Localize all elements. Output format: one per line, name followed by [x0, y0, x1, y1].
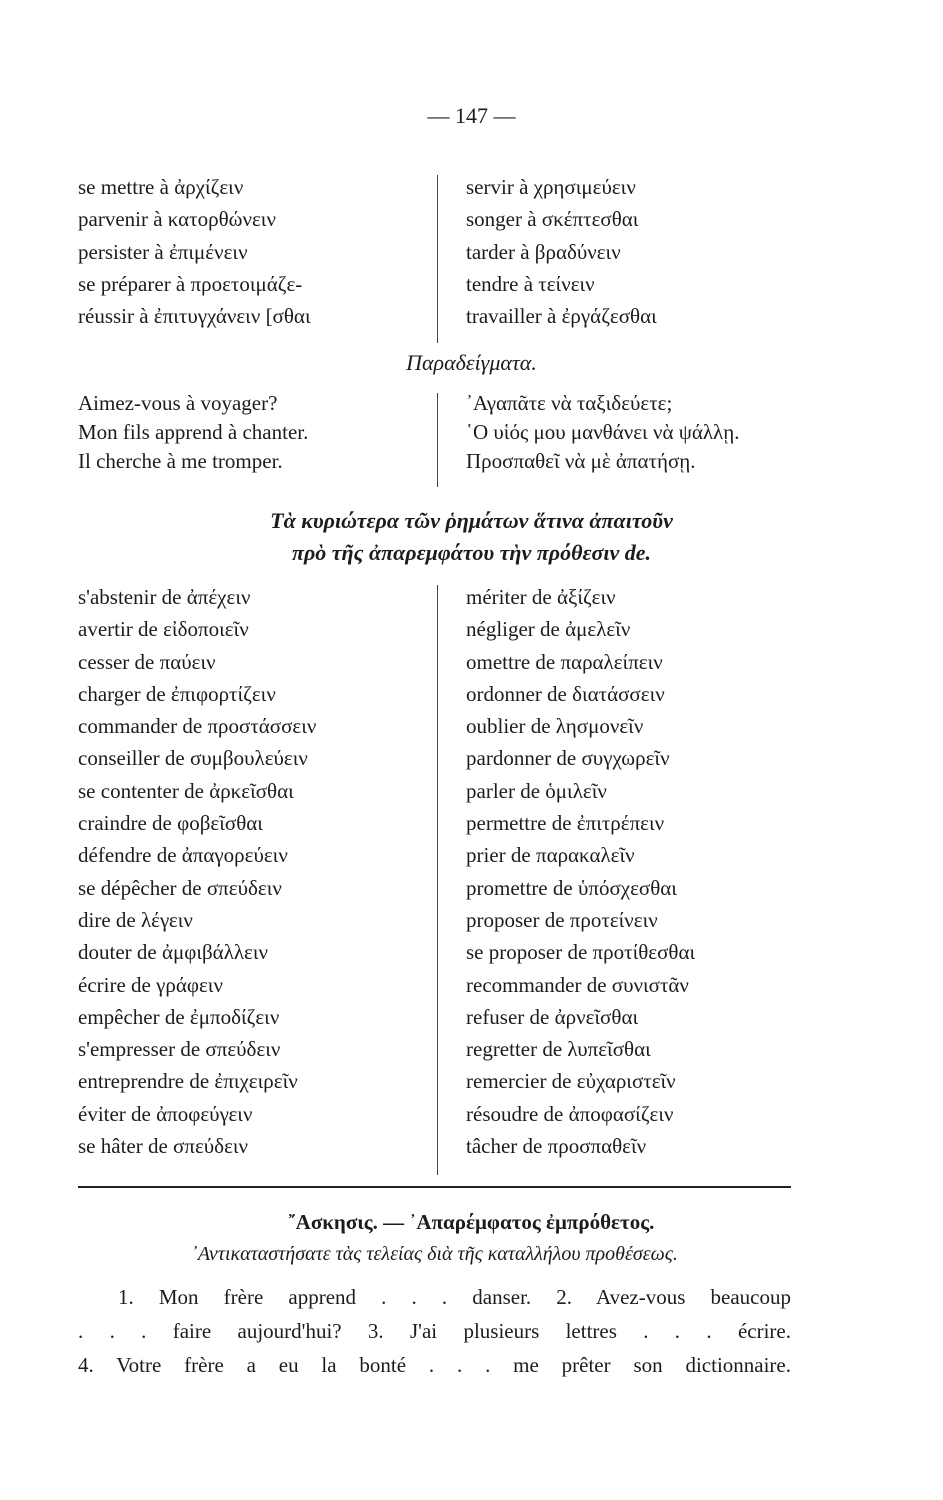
list-item: écrire de γράφειν: [78, 972, 223, 997]
list-item: pardonner de συγχωρεῖν: [466, 746, 670, 771]
list-item: s'empresser de σπεύδειν: [78, 1037, 281, 1062]
column-divider: [437, 393, 438, 487]
list-item: se contenter de ἀρκεῖσθαι: [78, 778, 294, 803]
column-divider: [437, 175, 438, 343]
list-item: craindre de φοβεῖσθαι: [78, 811, 263, 836]
section-rule: [78, 1186, 791, 1188]
list-item: prier de παρακαλεῖν: [466, 843, 635, 868]
list-item: résoudre de ἀποφασίζειν: [466, 1101, 674, 1126]
example-french: Aimez-vous à voyager?: [78, 391, 278, 415]
list-item: se préparer à προετοιμάζε-: [78, 271, 303, 296]
list-item: permettre de ἐπιτρέπειν: [466, 811, 665, 836]
example-greek: ῾Ο υἱός μου μανθάνει νὰ ψάλλῃ.: [466, 420, 740, 444]
list-item: douter de ἀμφιβάλλειν: [78, 940, 269, 965]
list-item: se proposer de προτίθεσθαι: [466, 940, 696, 965]
exercise-text: [78, 1280, 791, 1382]
top-verb-list-left: [78, 171, 311, 332]
section-heading-line1: Τὰ κυριώτερα τῶν ῥημάτων ἅτινα ἀπαιτοῦν: [270, 508, 673, 533]
exercise-line: . . . faire aujourd'hui? 3. J'ai plusieurs lettres . . . écrire.: [78, 1319, 791, 1343]
list-item: dire de λέγειν: [78, 907, 193, 932]
list-item: parvenir à κατορθώνειν: [78, 207, 276, 232]
list-item: cesser de παύειν: [78, 649, 216, 674]
list-item: éviter de ἀποφεύγειν: [78, 1101, 253, 1126]
column-divider: [437, 585, 438, 1175]
exercise-line: 4. Votre frère a eu la bonté . . . me prêter son dictionnaire.: [78, 1353, 791, 1377]
list-item: charger de ἐπιφορτίζειν: [78, 681, 276, 706]
list-item: persister à ἐπιμένειν: [78, 239, 248, 264]
list-item: empêcher de ἐμποδίζειν: [78, 1004, 280, 1029]
list-item: regretter de λυπεῖσθαι: [466, 1037, 651, 1062]
list-item: s'abstenir de ἀπέχειν: [78, 585, 251, 609]
section-heading-line2: πρὸ τῆς ἀπαρεμφάτου τὴν πρόθεσιν de.: [291, 540, 652, 565]
list-item: travailler à ἐργάζεσθαι: [466, 304, 657, 329]
top-verb-list-right: [466, 171, 657, 332]
list-item: réussir à ἐπιτυγχάνειν [σθαι: [78, 304, 311, 329]
examples-left: [78, 389, 308, 476]
list-item: recommander de συνιστᾶν: [466, 972, 689, 997]
list-item: omettre de παραλείπειν: [466, 649, 663, 674]
exercise-instruction: ᾿Αντικαταστήσατε τὰς τελείας διὰ τῆς καταλλήλου προθέσεως.: [191, 1243, 678, 1265]
list-item: commander de προστάσσειν: [78, 714, 317, 739]
list-item: parler de ὁμιλεῖν: [466, 778, 607, 803]
list-item: conseiller de συμβουλεύειν: [78, 746, 308, 771]
verbs-de-left: [78, 581, 316, 1162]
list-item: promettre de ὑπόσχεσθαι: [466, 875, 677, 900]
example-french: Mon fils apprend à chanter.: [78, 420, 309, 444]
list-item: servir à χρησιμεύειν: [466, 175, 636, 199]
verbs-de-right: [466, 581, 695, 1162]
exercise-line: 1. Mon frère apprend . . . danser. 2. Avez-vous beaucoup: [118, 1285, 791, 1309]
list-item: tendre à τείνειν: [466, 271, 595, 296]
list-item: proposer de προτείνειν: [466, 907, 658, 932]
list-item: oublier de λησμονεῖν: [466, 714, 644, 739]
example-greek: ᾿Αγαπᾶτε νὰ ταξιδεύετε;: [466, 391, 673, 415]
list-item: refuser de ἀρνεῖσθαι: [466, 1004, 639, 1029]
examples-heading: Παραδείγματα.: [406, 350, 537, 375]
list-item: ordonner de διατάσσειν: [466, 681, 665, 706]
exercise-title: ῎Ασκησις. — ᾿Απαρέμφατος ἐμπρόθετος.: [288, 1210, 655, 1234]
list-item: défendre de ἀπαγορεύειν: [78, 843, 288, 868]
list-item: entreprendre de ἐπιχειρεῖν: [78, 1069, 298, 1094]
examples-right: [466, 389, 739, 476]
list-item: remercier de εὐχαριστεῖν: [466, 1069, 676, 1094]
list-item: se dépêcher de σπεύδειν: [78, 875, 282, 900]
example-greek: Προσπαθεῖ νὰ μὲ ἀπατήσῃ.: [466, 449, 696, 473]
list-item: tâcher de προσπαθεῖν: [466, 1134, 647, 1159]
list-item: se hâter de σπεύδειν: [78, 1134, 249, 1159]
example-french: Il cherche à me tromper.: [78, 449, 283, 473]
list-item: se mettre à ἀρχίζειν: [78, 175, 244, 199]
list-item: négliger de ἀμελεῖν: [466, 617, 631, 642]
page-number: — 147 —: [427, 103, 516, 128]
list-item: tarder à βραδύνειν: [466, 239, 621, 264]
list-item: songer à σκέπτεσθαι: [466, 207, 639, 232]
list-item: avertir de εἰδοποιεῖν: [78, 617, 249, 642]
list-item: mériter de ἀξίζειν: [466, 585, 616, 609]
